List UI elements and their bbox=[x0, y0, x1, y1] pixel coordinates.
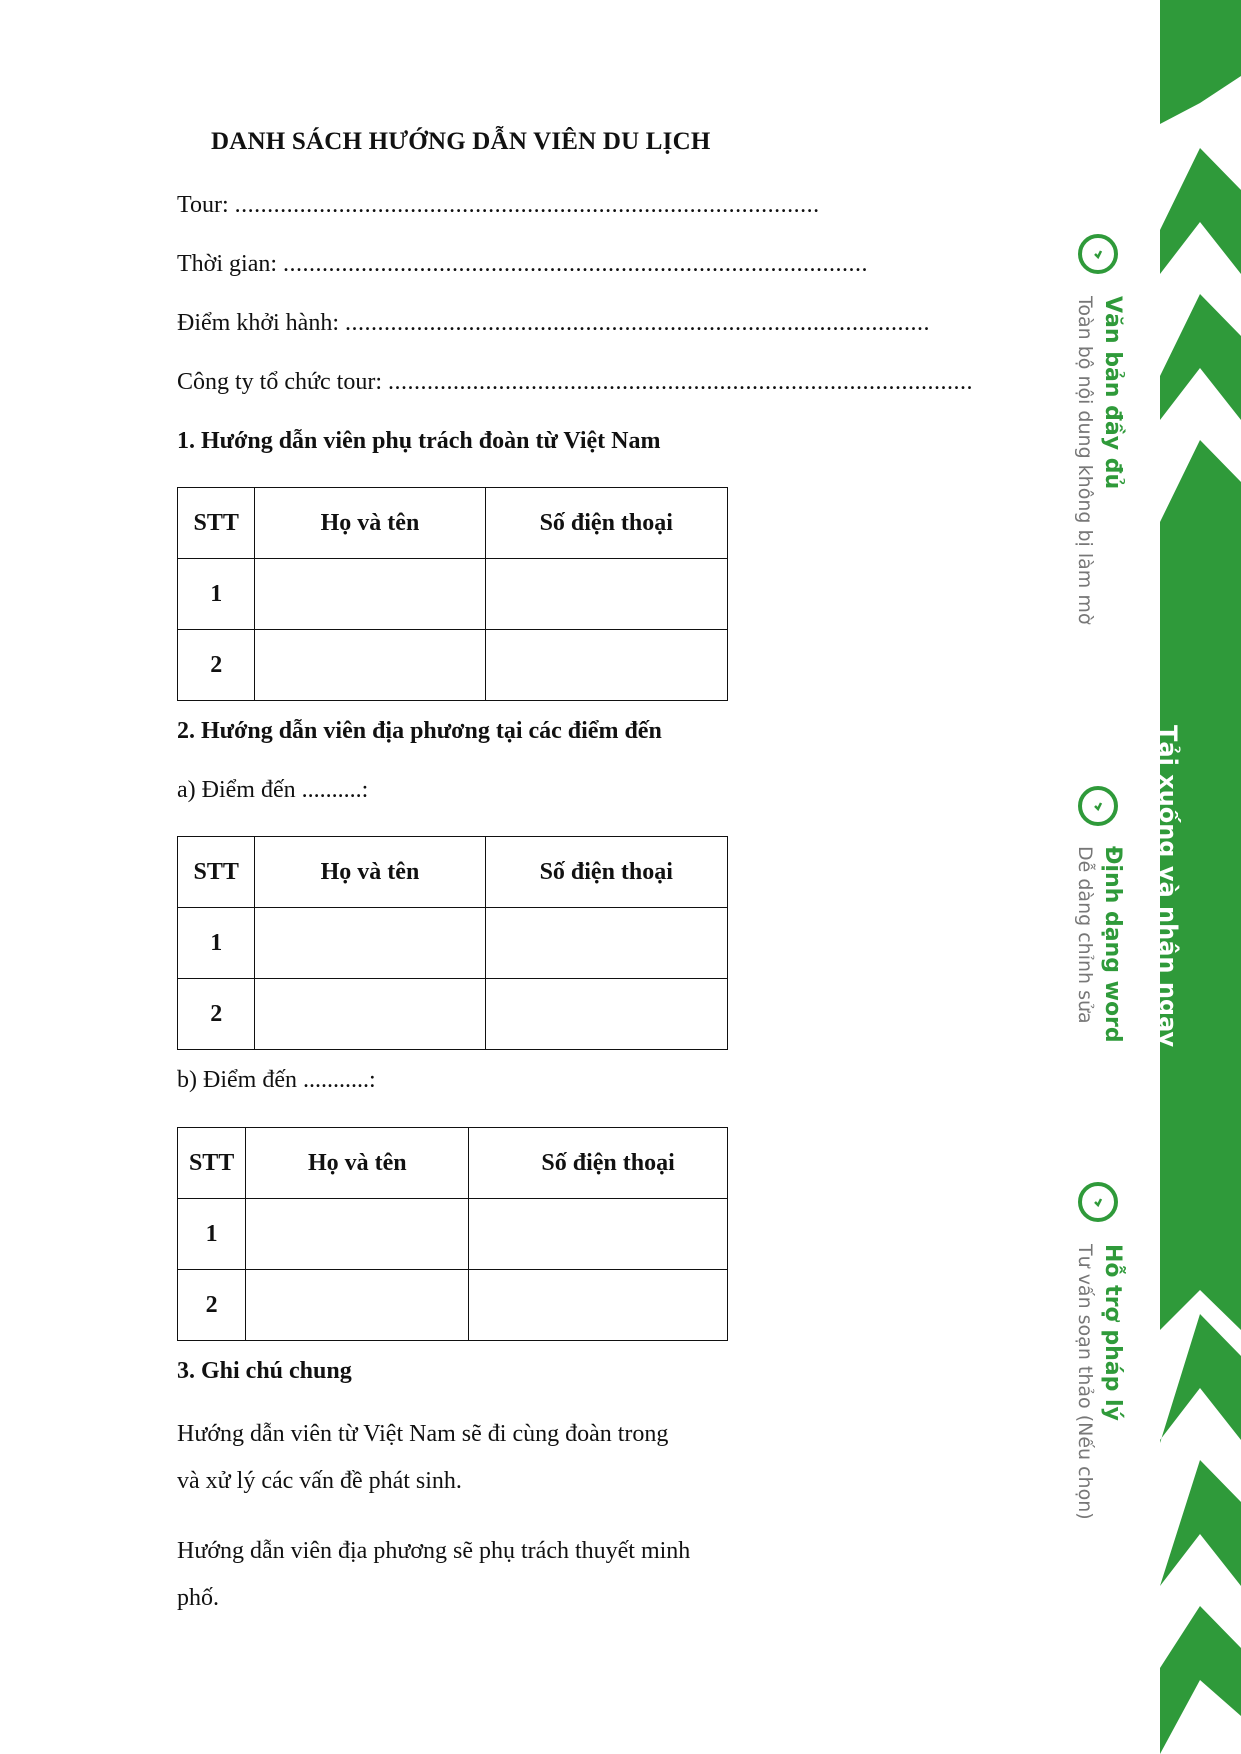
table-cell bbox=[469, 1270, 728, 1341]
check-circle-icon bbox=[1078, 234, 1118, 274]
header-phone: Số điện thoại bbox=[485, 488, 727, 559]
field-dots: .......................................................................................... bbox=[345, 310, 930, 336]
feature-subtitle: Tư vấn soạn thảo (Nếu chọn) bbox=[1074, 1244, 1096, 1520]
field-label: Thời gian: bbox=[177, 251, 278, 277]
feature-title: Văn bản đầy đủ bbox=[1100, 296, 1125, 490]
document-title: DANH SÁCH HƯỚNG DẪN VIÊN DU LỊCH bbox=[211, 128, 711, 155]
table-cell bbox=[485, 630, 727, 701]
feature-subtitle: Toàn bộ nội dung không bị làm mờ bbox=[1074, 296, 1096, 625]
feature-title: Định dạng word bbox=[1100, 846, 1125, 1043]
feature-subtitle: Dễ dàng chỉnh sửa bbox=[1074, 846, 1096, 1024]
table-cell bbox=[469, 1199, 728, 1270]
table-cell bbox=[485, 559, 727, 630]
field-label: Tour: bbox=[177, 192, 229, 218]
table-cell bbox=[255, 908, 485, 979]
chevron-up-icon bbox=[1160, 0, 1241, 124]
table-header-row bbox=[178, 1128, 728, 1199]
guide-table-destination-a bbox=[177, 836, 728, 1050]
table-cell bbox=[246, 1199, 469, 1270]
chevron-up-icon bbox=[1160, 1460, 1241, 1586]
check-circle-icon bbox=[1078, 786, 1118, 826]
note-line: Hướng dẫn viên từ Việt Nam sẽ đi cùng đoàn trong bbox=[177, 1421, 669, 1447]
chevron-up-icon bbox=[1160, 1314, 1241, 1443]
row-number: 2 bbox=[178, 979, 255, 1050]
table-row bbox=[178, 979, 728, 1050]
table-cell bbox=[246, 1270, 469, 1341]
field-company bbox=[177, 369, 973, 396]
feature-legal-support bbox=[1072, 1244, 1126, 1520]
table-row bbox=[178, 559, 728, 630]
header-name: Họ và tên bbox=[255, 837, 485, 908]
row-number: 1 bbox=[178, 1199, 246, 1270]
header-stt: STT bbox=[178, 837, 255, 908]
field-label: Công ty tổ chức tour: bbox=[177, 369, 382, 395]
field-tour bbox=[177, 192, 820, 219]
header-stt: STT bbox=[178, 488, 255, 559]
table-row bbox=[178, 1270, 728, 1341]
header-phone: Số điện thoại bbox=[469, 1128, 728, 1199]
note-paragraph-2 bbox=[177, 1528, 1177, 1622]
chevron-up-icon bbox=[1160, 148, 1241, 274]
header-name: Họ và tên bbox=[246, 1128, 469, 1199]
table-row bbox=[178, 1199, 728, 1270]
field-label: Điểm khởi hành: bbox=[177, 310, 339, 336]
field-departure bbox=[177, 310, 930, 337]
table-header-row bbox=[178, 488, 728, 559]
section-1-heading: 1. Hướng dẫn viên phụ trách đoàn từ Việt Nam bbox=[177, 428, 661, 454]
field-time bbox=[177, 251, 868, 278]
field-dots: .......................................................................................... bbox=[387, 369, 973, 395]
header-name: Họ và tên bbox=[255, 488, 485, 559]
feature-full-document bbox=[1072, 296, 1126, 624]
chevron-up-icon bbox=[1160, 294, 1241, 420]
header-phone: Số điện thoại bbox=[485, 837, 727, 908]
download-button-label[interactable]: Tải xuống và nhận ngay bbox=[1154, 725, 1182, 1048]
table-row bbox=[178, 630, 728, 701]
row-number: 1 bbox=[178, 908, 255, 979]
note-paragraph-1 bbox=[177, 1411, 1177, 1505]
section-2-heading: 2. Hướng dẫn viên địa phương tại các điểm đến bbox=[177, 718, 662, 744]
section-3-heading: 3. Ghi chú chung bbox=[177, 1358, 352, 1384]
field-dots: .......................................................................................... bbox=[283, 251, 869, 277]
table-header-row bbox=[178, 837, 728, 908]
row-number: 2 bbox=[178, 630, 255, 701]
feature-title: Hỗ trợ pháp lý bbox=[1100, 1244, 1125, 1421]
note-line: phố. bbox=[177, 1585, 219, 1611]
field-dots: .......................................................................................... bbox=[234, 192, 820, 218]
table-cell bbox=[255, 979, 485, 1050]
guide-table-vietnam bbox=[177, 487, 728, 701]
table-row bbox=[178, 908, 728, 979]
row-number: 2 bbox=[178, 1270, 246, 1341]
table-cell bbox=[485, 908, 727, 979]
table-cell bbox=[255, 630, 485, 701]
note-line: và xử lý các vấn đề phát sinh. bbox=[177, 1468, 462, 1494]
table-cell bbox=[485, 979, 727, 1050]
check-circle-icon bbox=[1078, 1182, 1118, 1222]
chevron-up-icon bbox=[1160, 1606, 1241, 1754]
table-cell bbox=[255, 559, 485, 630]
subsection-a: a) Điểm đến ..........: bbox=[177, 777, 369, 803]
guide-table-destination-b bbox=[177, 1127, 728, 1341]
feature-word-format bbox=[1072, 846, 1126, 1043]
note-line: Hướng dẫn viên địa phương sẽ phụ trách thuyết minh bbox=[177, 1538, 691, 1564]
row-number: 1 bbox=[178, 559, 255, 630]
subsection-b: b) Điểm đến ...........: bbox=[177, 1067, 376, 1093]
header-stt: STT bbox=[178, 1128, 246, 1199]
